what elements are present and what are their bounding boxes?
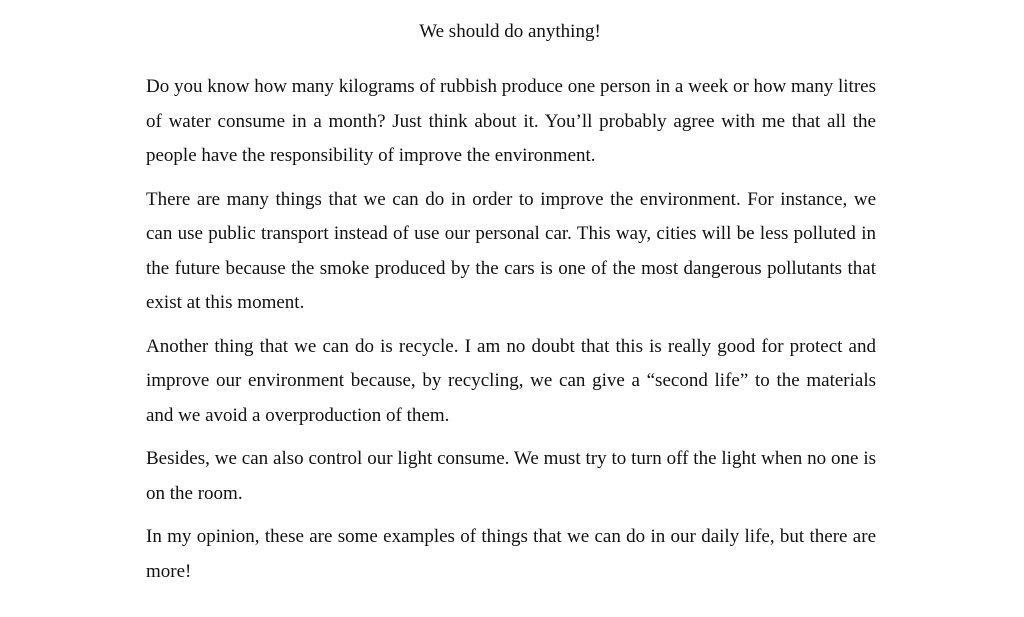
document-title: We should do anything! — [419, 21, 601, 42]
paragraph-light-consumption: Besides, we can also control our light consume. We must try to turn off the light when no one is on the room. — [146, 448, 876, 504]
paragraph-intro: Do you know how many kilograms of rubbish produce one person in a week or how many litres of water consume in a month? Just think about it. You’ll probably agree with me that all the people have the responsibility of improve the environment. — [146, 76, 876, 166]
paragraph-conclusion: In my opinion, these are some examples of things that we can do in our daily life, but there are more! — [146, 526, 876, 582]
paragraph-public-transport: There are many things that we can do in order to improve the environment. For instance, we can use public transport instead of use our personal car. This way, cities will be less polluted in the future because the smoke produced by the cars is one of the most dangerous pollutants that exist at this moment. — [146, 188, 876, 313]
document-body — [146, 70, 876, 598]
paragraph-recycling: Another thing that we can do is recycle. I am no doubt that this is really good for protect and improve our environment because, by recycling, we can give a “second life” to the materials and we avoid a overproduction of them. — [146, 335, 876, 426]
